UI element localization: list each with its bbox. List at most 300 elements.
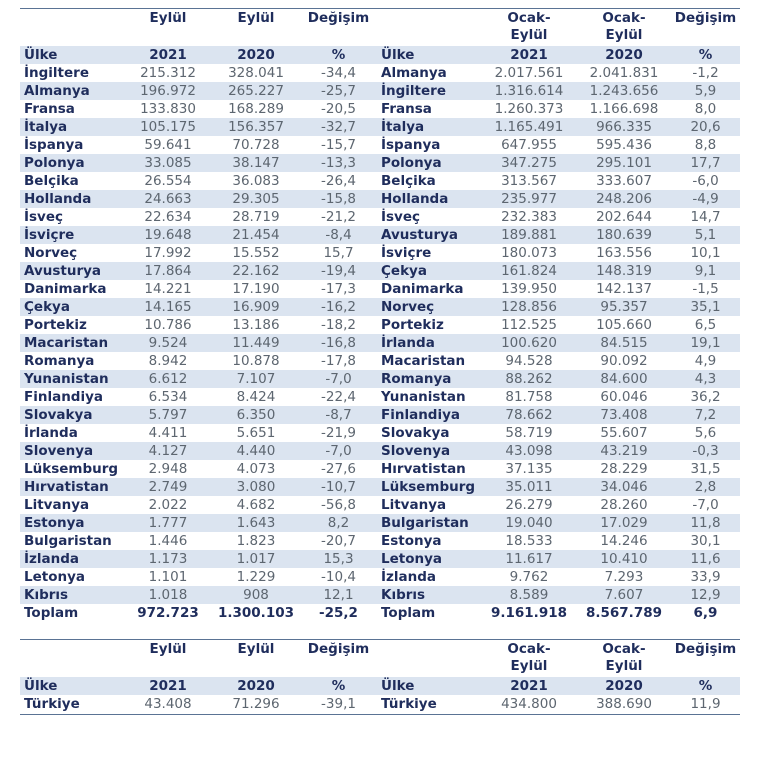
header-change: Değişim [674, 10, 737, 26]
header-year: 2021 [124, 677, 212, 695]
country-name: İsveç [24, 209, 64, 225]
header-row-period [20, 640, 377, 677]
country-name: Romanya [377, 370, 481, 388]
value-2021: 4.411 [148, 425, 188, 441]
total-row [20, 604, 377, 622]
country-name: İtalya [377, 118, 481, 136]
value-2020: 28.719 [232, 209, 280, 225]
september-table [20, 9, 377, 622]
value-2021: 180.073 [501, 245, 557, 261]
country-name: Almanya [20, 82, 124, 100]
header-row-year [20, 46, 377, 64]
value-2020: 248.206 [577, 190, 671, 208]
country-name: Çekya [377, 262, 481, 280]
change-percent: 8,8 [694, 137, 717, 153]
header-year: 2020 [212, 46, 300, 64]
value-2020: 28.229 [600, 461, 648, 477]
header-year: 2021 [481, 46, 577, 64]
header-year: 2020 [577, 677, 671, 695]
country-name: İspanya [24, 137, 84, 153]
total-2020: 8.567.789 [585, 605, 662, 621]
header-period: Eylül [149, 10, 187, 26]
turkey-september-table [20, 640, 377, 713]
value-2021: 17.864 [124, 262, 212, 280]
value-2021: 81.758 [505, 389, 553, 405]
table-row [377, 424, 740, 442]
header-row-year [20, 677, 377, 695]
table-row [20, 478, 377, 496]
table-row [377, 352, 740, 370]
table-row [377, 514, 740, 532]
country-name: Belçika [24, 173, 79, 189]
header-year: 2020 [212, 677, 300, 695]
value-2020: 43.219 [577, 442, 671, 460]
value-2021: 1.446 [148, 533, 188, 549]
value-2021: 1.165.491 [481, 118, 577, 136]
header-blank [20, 9, 124, 46]
country-name: İrlanda [24, 425, 78, 441]
country-name: İsviçre [381, 245, 432, 261]
value-2020: 202.644 [596, 209, 652, 225]
value-2020: 105.660 [596, 317, 652, 333]
change-percent: 2,8 [671, 478, 740, 496]
value-2020: 34.046 [577, 478, 671, 496]
total-2021: 972.723 [137, 605, 199, 621]
value-2021: 2.022 [148, 497, 188, 513]
change-percent: -1,5 [692, 281, 719, 297]
value-2020: 29.305 [212, 190, 300, 208]
value-2021: 1.260.373 [494, 101, 564, 117]
header-country: Ülke [20, 677, 124, 695]
change-percent: 4,3 [671, 370, 740, 388]
value-2021: 8.942 [148, 353, 188, 369]
value-2021: 2.749 [124, 478, 212, 496]
table-row [377, 532, 740, 550]
value-2020: 71.296 [232, 696, 280, 712]
value-2020: 1.166.698 [589, 101, 659, 117]
change-percent: 36,2 [690, 389, 721, 405]
value-2021: 94.528 [505, 353, 553, 369]
header-blank [377, 9, 481, 46]
table-row [20, 532, 377, 550]
value-2021: 1.173 [124, 550, 212, 568]
change-percent: 19,1 [671, 334, 740, 352]
header-period: Ocak- Eylül [507, 641, 551, 674]
value-2020: 328.041 [228, 65, 284, 81]
country-name: Polonya [20, 154, 124, 172]
value-2020: 84.600 [577, 370, 671, 388]
value-2021: 189.881 [481, 226, 577, 244]
table-row [20, 352, 377, 370]
value-2020: 4.682 [236, 497, 276, 513]
value-2021: 112.525 [501, 317, 557, 333]
change-percent: -8,7 [300, 406, 377, 424]
change-percent: -21,2 [321, 209, 356, 225]
header-row-period [377, 9, 740, 46]
country-name: Yunanistan [381, 389, 466, 405]
change-percent: 10,1 [690, 245, 721, 261]
country-name: Finlandiya [24, 389, 104, 405]
value-2020: 4.440 [212, 442, 300, 460]
change-percent: -22,4 [321, 389, 356, 405]
table-row [377, 442, 740, 460]
header-country: Ülke [20, 46, 124, 64]
value-2020: 55.607 [600, 425, 648, 441]
table-row [20, 190, 377, 208]
value-2021: 5.797 [124, 406, 212, 424]
value-2021: 2.017.561 [494, 65, 564, 81]
change-percent: -1,2 [692, 65, 719, 81]
change-percent: 20,6 [671, 118, 740, 136]
table-row [20, 496, 377, 514]
change-percent: 5,1 [671, 226, 740, 244]
country-name: Norveç [377, 298, 481, 316]
table-row [20, 568, 377, 586]
change-percent: -20,7 [321, 533, 356, 549]
table-row [20, 100, 377, 118]
change-percent: -4,9 [671, 190, 740, 208]
value-2021: 58.719 [505, 425, 553, 441]
header-percent: % [300, 46, 377, 64]
header-year: 2021 [481, 677, 577, 695]
total-row [377, 604, 740, 622]
country-name: Letonya [377, 550, 481, 568]
table-row [20, 118, 377, 136]
table-row [377, 64, 740, 82]
change-percent: -20,5 [321, 101, 356, 117]
value-2021: 24.663 [124, 190, 212, 208]
change-percent: 11,9 [690, 696, 721, 712]
header-row-period [20, 9, 377, 46]
value-2021: 1.777 [124, 514, 212, 532]
value-2020: 5.651 [236, 425, 276, 441]
country-name: Hollanda [377, 190, 481, 208]
value-2021: 88.262 [481, 370, 577, 388]
value-2020: 84.515 [577, 334, 671, 352]
header-percent: % [671, 46, 740, 64]
value-2021: 1.101 [148, 569, 188, 585]
change-percent: -27,6 [321, 461, 356, 477]
january-september-grid [377, 9, 740, 622]
country-name: Slovenya [20, 442, 124, 460]
change-percent: 11,8 [671, 514, 740, 532]
table-row [20, 442, 377, 460]
total-2021: 9.161.918 [490, 605, 567, 621]
turkey-table [20, 639, 740, 715]
value-2021: 2.948 [148, 461, 188, 477]
change-percent: 30,1 [690, 533, 721, 549]
change-percent: 31,5 [690, 461, 721, 477]
value-2021: 235.977 [481, 190, 577, 208]
table-row [377, 280, 740, 298]
country-name: Danimarka [24, 281, 107, 297]
country-name: Macaristan [381, 353, 466, 369]
value-2021: 6.612 [124, 370, 212, 388]
country-name: Lüksemburg [377, 478, 481, 496]
country-name: İzlanda [381, 569, 437, 585]
country-name: Fransa [381, 101, 432, 117]
country-name: İsviçre [20, 226, 124, 244]
value-2020: 388.690 [596, 696, 652, 712]
value-2020: 17.029 [577, 514, 671, 532]
country-name: Türkiye [24, 696, 80, 712]
total-change: 6,9 [693, 605, 718, 621]
table-row [377, 262, 740, 280]
change-percent: 12,1 [300, 586, 377, 604]
table-row [20, 208, 377, 226]
header-country: Ülke [377, 677, 481, 695]
table-row [377, 208, 740, 226]
value-2020: 11.449 [212, 334, 300, 352]
value-2021: 1.018 [124, 586, 212, 604]
value-2020: 1.229 [236, 569, 276, 585]
value-2021: 33.085 [124, 154, 212, 172]
change-percent: 8,2 [300, 514, 377, 532]
country-name: Norveç [24, 245, 78, 261]
table-row [20, 262, 377, 280]
value-2021: 22.634 [144, 209, 192, 225]
table-row [20, 316, 377, 334]
change-percent: 15,7 [323, 245, 354, 261]
change-percent: 6,5 [694, 317, 717, 333]
value-2021: 434.800 [501, 696, 557, 712]
change-percent: 33,9 [690, 569, 721, 585]
value-2020: 28.260 [600, 497, 648, 513]
value-2020: 4.073 [236, 461, 276, 477]
table-row [20, 586, 377, 604]
country-name: İngiltere [24, 65, 89, 81]
table-row [20, 244, 377, 262]
value-2021: 8.589 [481, 586, 577, 604]
table-row [377, 460, 740, 478]
header-blank [20, 640, 124, 677]
header-period: Ocak- Eylül [507, 10, 551, 43]
country-name: İtalya [20, 118, 124, 136]
turkey-september-grid [20, 640, 377, 713]
value-2020: 265.227 [212, 82, 300, 100]
table-row [20, 406, 377, 424]
change-percent: 15,3 [300, 550, 377, 568]
table-row [20, 172, 377, 190]
table-row [377, 496, 740, 514]
total-2020: 1.300.103 [217, 605, 294, 621]
table-row [377, 370, 740, 388]
change-percent: -32,7 [300, 118, 377, 136]
value-2020: 1.243.656 [577, 82, 671, 100]
country-name: Kıbrıs [20, 586, 124, 604]
value-2020: 2.041.831 [589, 65, 659, 81]
change-percent: -8,4 [300, 226, 377, 244]
country-name: Danimarka [381, 281, 464, 297]
value-2021: 43.098 [481, 442, 577, 460]
value-2021: 59.641 [144, 137, 192, 153]
value-2021: 647.955 [501, 137, 557, 153]
value-2021: 19.648 [124, 226, 212, 244]
value-2020: 21.454 [212, 226, 300, 244]
turkey-january-september-grid [377, 640, 740, 713]
table-row [377, 478, 740, 496]
value-2021: 14.221 [144, 281, 192, 297]
header-change: Değişim [307, 641, 370, 657]
value-2020: 10.410 [577, 550, 671, 568]
value-2021: 105.175 [124, 118, 212, 136]
total-change: -25,2 [319, 605, 358, 621]
total-label: Toplam [381, 605, 436, 621]
change-percent: 4,9 [694, 353, 717, 369]
value-2021: 128.856 [481, 298, 577, 316]
value-2020: 7.107 [212, 370, 300, 388]
value-2021: 215.312 [140, 65, 196, 81]
september-grid [20, 9, 377, 622]
value-2020: 333.607 [596, 173, 652, 189]
country-name: Hırvatistan [381, 461, 466, 477]
change-percent: -10,4 [321, 569, 356, 585]
table-row [377, 316, 740, 334]
header-change: Değişim [674, 641, 737, 657]
change-percent: -19,4 [300, 262, 377, 280]
country-name: Bulgaristan [377, 514, 481, 532]
value-2021: 17.992 [144, 245, 192, 261]
change-percent: 5,9 [671, 82, 740, 100]
value-2020: 90.092 [600, 353, 648, 369]
country-name: Yunanistan [20, 370, 124, 388]
table-row [377, 334, 740, 352]
value-2020: 73.408 [577, 406, 671, 424]
header-year: 2021 [124, 46, 212, 64]
table-row [377, 100, 740, 118]
value-2020: 148.319 [577, 262, 671, 280]
value-2020: 1.643 [212, 514, 300, 532]
country-name: Lüksemburg [24, 461, 119, 477]
table-row [20, 388, 377, 406]
table-row [20, 280, 377, 298]
table-row [377, 388, 740, 406]
change-percent: 7,2 [671, 406, 740, 424]
value-2020: 295.101 [577, 154, 671, 172]
table-row [20, 550, 377, 568]
table-row [377, 695, 740, 713]
header-row-period [377, 640, 740, 677]
value-2020: 7.293 [604, 569, 644, 585]
change-percent: -25,7 [300, 82, 377, 100]
change-percent: -10,7 [300, 478, 377, 496]
table-row [377, 568, 740, 586]
table-row [377, 190, 740, 208]
table-row [20, 136, 377, 154]
country-name: Bulgaristan [24, 533, 112, 549]
value-2020: 966.335 [577, 118, 671, 136]
header-country: Ülke [377, 46, 481, 64]
change-percent: 17,7 [671, 154, 740, 172]
value-2021: 10.786 [144, 317, 192, 333]
value-2021: 1.316.614 [481, 82, 577, 100]
change-percent: -0,3 [671, 442, 740, 460]
header-blank [377, 640, 481, 677]
value-2021: 26.279 [505, 497, 553, 513]
header-change: Değişim [307, 10, 370, 26]
value-2021: 313.567 [501, 173, 557, 189]
header-percent: % [671, 677, 740, 695]
change-percent: -17,8 [321, 353, 356, 369]
value-2021: 4.127 [124, 442, 212, 460]
value-2020: 8.424 [236, 389, 276, 405]
change-percent: -7,0 [300, 370, 377, 388]
country-name: İngiltere [377, 82, 481, 100]
change-percent: -15,7 [321, 137, 356, 153]
country-name: Fransa [24, 101, 75, 117]
change-percent: 14,7 [690, 209, 721, 225]
country-name: Litvanya [381, 497, 447, 513]
table-row [20, 695, 377, 713]
value-2020: 38.147 [212, 154, 300, 172]
value-2021: 19.040 [481, 514, 577, 532]
country-name: Hırvatistan [20, 478, 124, 496]
value-2020: 95.357 [577, 298, 671, 316]
value-2020: 168.289 [228, 101, 284, 117]
value-2020: 13.186 [232, 317, 280, 333]
country-name: Belçika [381, 173, 436, 189]
change-percent: -7,0 [300, 442, 377, 460]
value-2020: 10.878 [232, 353, 280, 369]
change-percent: -34,4 [321, 65, 356, 81]
country-name: Slovenya [377, 442, 481, 460]
country-name: İzlanda [20, 550, 124, 568]
value-2021: 26.554 [144, 173, 192, 189]
value-2020: 3.080 [212, 478, 300, 496]
table-row [20, 226, 377, 244]
country-name: Avusturya [377, 226, 481, 244]
value-2021: 139.950 [501, 281, 557, 297]
country-name: Estonya [381, 533, 442, 549]
change-percent: 35,1 [671, 298, 740, 316]
value-2020: 6.350 [212, 406, 300, 424]
value-2020: 7.607 [577, 586, 671, 604]
change-percent: 8,0 [694, 101, 717, 117]
country-name: Letonya [24, 569, 86, 585]
value-2021: 347.275 [481, 154, 577, 172]
value-2020: 14.246 [600, 533, 648, 549]
table-row [20, 154, 377, 172]
table-row [20, 334, 377, 352]
table-row [377, 136, 740, 154]
change-percent: -16,2 [300, 298, 377, 316]
january-september-table [377, 9, 740, 622]
value-2021: 196.972 [124, 82, 212, 100]
value-2021: 100.620 [481, 334, 577, 352]
change-percent: -13,3 [300, 154, 377, 172]
country-name: Litvanya [24, 497, 90, 513]
table-row [377, 226, 740, 244]
value-2020: 180.639 [577, 226, 671, 244]
value-2020: 908 [212, 586, 300, 604]
country-name: Türkiye [381, 696, 437, 712]
value-2021: 11.617 [481, 550, 577, 568]
country-name: Hollanda [20, 190, 124, 208]
value-2020: 17.190 [232, 281, 280, 297]
value-2021: 78.662 [481, 406, 577, 424]
country-name: İspanya [381, 137, 441, 153]
header-period: Ocak- Eylül [602, 641, 646, 674]
header-percent: % [300, 677, 377, 695]
change-percent: -39,1 [321, 696, 356, 712]
change-percent: -16,8 [300, 334, 377, 352]
table-row [377, 82, 740, 100]
value-2020: 156.357 [212, 118, 300, 136]
country-name: Portekiz [24, 317, 87, 333]
tourist-arrivals-table [20, 8, 740, 621]
country-name: Çekya [20, 298, 124, 316]
header-period: Eylül [237, 641, 275, 657]
